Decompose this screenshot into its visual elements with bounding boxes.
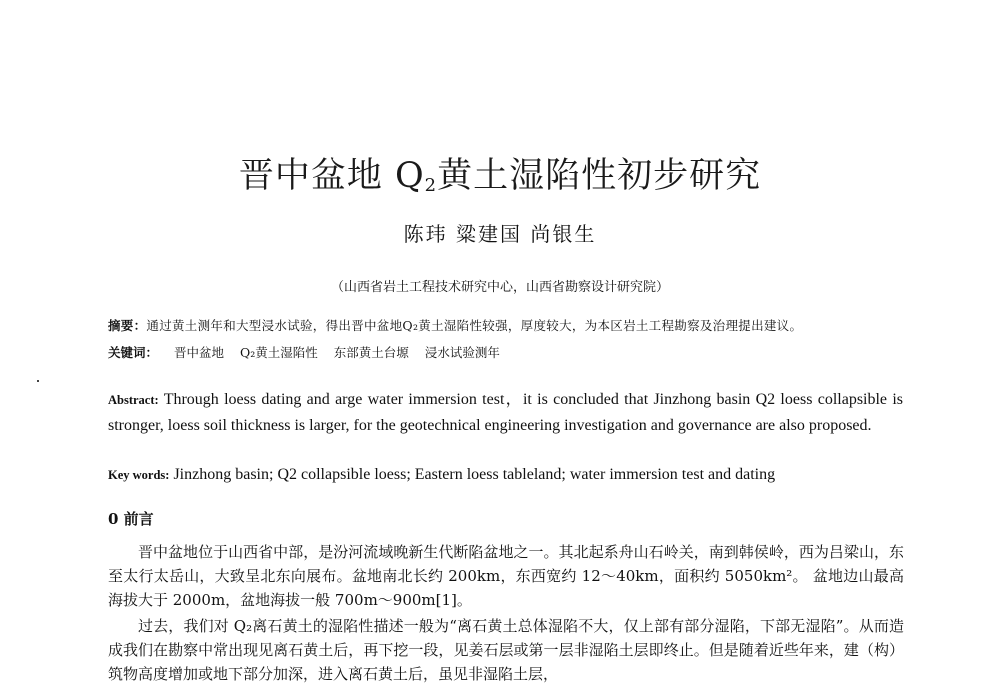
paper-title: [0, 148, 1000, 198]
title-subscript: 2: [424, 175, 438, 196]
chinese-abstract-text: 通过黄土测年和大型浸水试验，得出晋中盆地Q₂黄土湿陷性较强，厚度较大，为本区岩土工程勘察及治理提出建议。: [146, 318, 803, 333]
body-paragraph-2: 过去，我们对 Q₂离石黄土的湿陷性描述一般为“离石黄土总体湿陷不大，仅上部有部分湿陷，下部无湿陷”。从而造成我们在勘察中常出现见离石黄土后，再下挖一段，见姜石层或第一层非湿陷土层即终止。但是随着近些年来，建（构）筑物高度增加或地下部分加深，进入离石黄土后，虽见非湿陷土层，: [108, 617, 904, 683]
keyword-4: 浸水试验测年: [424, 345, 500, 360]
english-abstract: [108, 387, 903, 438]
english-abstract-text: Through loess dating and arge water immersion test，it is concluded that Jinzhong basin Q2 loess collapsible is stronger, loess soil thickness is larger, for the geotechnical engineering investigation and governance are also proposed.: [108, 391, 904, 434]
affiliation: （山西省岩土工程技术研究中心，山西省勘察设计研究院）: [330, 280, 669, 295]
section-heading: 0 前言: [108, 510, 154, 528]
english-abstract-label: Abstract:: [108, 393, 159, 407]
english-keywords-text: Jinzhong basin; Q2 collapsible loess; Eastern loess tableland; water immersion test and dating: [173, 466, 776, 483]
keyword-2: Q₂黄土湿陷性: [240, 345, 318, 360]
authors: 陈玮 粱建国 尚银生: [403, 222, 597, 246]
keyword-1: 晋中盆地: [174, 345, 225, 360]
body-paragraph-1: 晋中盆地位于山西省中部，是汾河流域晚新生代断陷盆地之一。其北起系舟山石岭关，南到韩侯岭，西为吕梁山，东至太行太岳山，大致呈北东向展布。盆地南北长约 200km，东西宽约 12～40km，面积约 5050km²。 盆地边山最高海拔大于 2000m，盆地海拔一般 700m～900m[1]。: [108, 543, 904, 609]
english-keywords: [108, 462, 903, 488]
title-text-a: 晋中盆地 Q: [238, 156, 425, 196]
chinese-abstract-label: 摘要：: [108, 318, 147, 333]
chinese-keywords: [108, 343, 516, 361]
english-keywords-label: Key words:: [108, 468, 170, 482]
chinese-keywords-label: 关键词：: [108, 345, 159, 360]
chinese-abstract: [108, 316, 802, 334]
title-text-b: 黄土湿陷性初步研究: [437, 156, 762, 196]
scan-speck: [37, 380, 39, 382]
keyword-3: 东部黄土台塬: [333, 345, 409, 360]
